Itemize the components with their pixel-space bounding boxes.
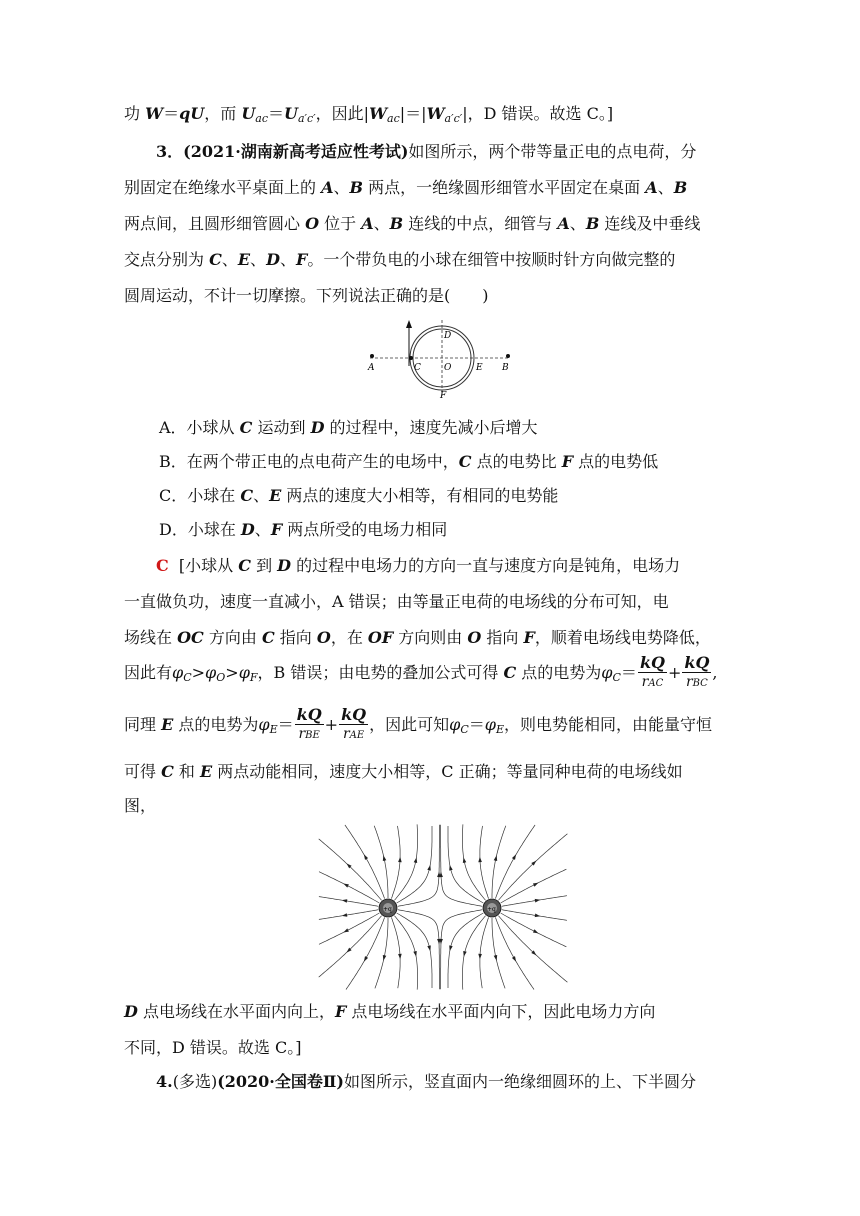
question-3-line-5: 圆周运动，不计一切摩擦。下列说法正确的是( ) [124,286,489,305]
field-line [502,910,567,921]
label-F: F [440,391,447,398]
field-arrow [478,954,482,960]
field-arrow [512,854,516,860]
field-arrow [383,955,387,961]
question-3-line-2: 别固定在绝缘水平桌面上的 A、B 两点，一绝缘圆形细管水平固定在桌面 A、B [124,178,688,197]
field-arrow [427,865,431,871]
label-A: A [368,363,375,373]
question-3-line-3: 两点间，且圆形细管圆心 O 位于 A、B 连线的中点，细管与 A、B 连线及中垂线 [124,214,701,233]
field-line [397,826,432,903]
field-arrow [535,914,541,918]
answer-line-4: 因此有$\varphi_C>\varphi_O>\varphi_F$，B 错误；由电势的叠加公式可得 C 点的电势为$\varphi_C=$ $\frac{kQ}{\text{rAC}}$ + $\frac{kQ}{\text{rBC}}$ , [124,653,718,690]
field-line [448,913,483,988]
field-arrow [533,883,539,887]
field-line [319,897,378,907]
answer-line-6: 可得 C 和 E 两点动能相同，速度大小相等，C 正确；等量同种电荷的电场线如 [124,762,683,781]
question-3-line-1: 3．(2021·湖南新高考适应性考试)如图所示，两个带等量正电的点电荷，分 [156,142,697,161]
field-line [441,910,483,990]
option-b: B．在两个带正电的点电荷产生的电场中，C 点的电势比 F 点的电势低 [159,452,659,471]
field-arrow [364,956,368,962]
field-arrow [494,855,498,861]
field-arrow [364,854,368,860]
field-arrow [478,857,482,863]
answer-line-1: C [小球从 C 到 D 的过程中电场力的方向一直与速度方向是钝角，电场力 [156,556,681,575]
field-arrow [535,899,541,903]
field-line [441,825,483,907]
answer-line-2: 一直做负功，速度一直减小，A 错误；由等量正电荷的电场线的分布可知，电 [124,592,669,611]
field-arrow [343,884,349,888]
label-D: D [444,331,452,341]
field-line [480,917,489,988]
field-line [397,913,432,988]
field-line [448,826,483,903]
field-line [319,910,378,920]
field-line [391,826,400,899]
answer-line-5: 同理 E 点的电势为$\varphi_E=$ $\frac{kQ}{\text{rBE}}$ + $\frac{kQ}{\text{rAE}}$ ，因此可知$\varphi_C=\varphi_E$，则电势能相同，由能量守恒 [124,705,713,742]
question-3-line-4: 交点分别为 C、E、D、F。一个带负电的小球在细管中按顺时针方向做完整的 [124,250,676,269]
field-arrow [463,951,467,957]
label-C: C [414,363,421,373]
svg-text:+q: +q [383,906,392,913]
field-arrow [342,899,348,903]
label-O: O [444,363,452,373]
field-arrow [427,945,431,951]
field-line [492,826,506,898]
option-d: D．小球在 D、F 两点所受的电场力相同 [159,520,448,539]
conclusion-line-1: D 点电场线在水平面内向上，F 点电场线在水平面内向下，因此电场力方向 [124,1002,656,1021]
field-arrow [343,928,349,932]
field-arrow [512,956,516,962]
label-E: E [476,363,483,373]
svg-text:+q: +q [487,906,496,913]
field-line [398,825,440,907]
prev-answer-line: 功 W＝qU，而 $U_{ac}=U_{a'c'}$，因此$|W_{ac}|=|W_{a'c'}|$，D 错误。故选 C。] [124,104,614,125]
field-line [398,910,440,990]
field-arrow [533,929,539,933]
field-arrow [398,857,402,863]
field-arrow [398,954,402,960]
field-arrow [383,855,387,861]
answer-line-7: 图， [124,796,157,815]
field-line [502,896,567,907]
answer-line-3: 场线在 OC 方向由 C 指向 O，在 OF 方向则由 O 指向 F，顺着电场线电势降低， [124,628,711,647]
field-line [492,918,505,988]
field-arrow [413,951,417,957]
option-c: C．小球在 C、E 两点的速度大小相等，有相同的电势能 [159,486,559,505]
field-lines-figure [318,824,568,990]
field-arrow [449,945,453,951]
option-a: A．小球从 C 运动到 D 的过程中，速度先减小后增大 [159,418,538,437]
field-arrow [449,865,453,871]
label-B: B [502,363,509,373]
answer-letter: C [156,556,169,575]
field-line [374,826,388,898]
field-line [480,826,489,899]
field-arrow [342,913,348,917]
field-line [391,917,400,988]
field-line [375,918,388,988]
conclusion-line-2: 不同，D 错误。故选 C。] [124,1038,302,1057]
field-arrow [494,955,498,961]
question-4-line-1: 4.(多选)(2020·全国卷Ⅱ)如图所示，竖直面内一绝缘细圆环的上、下半圆分 [156,1072,696,1091]
circular-tube-figure [360,318,520,398]
